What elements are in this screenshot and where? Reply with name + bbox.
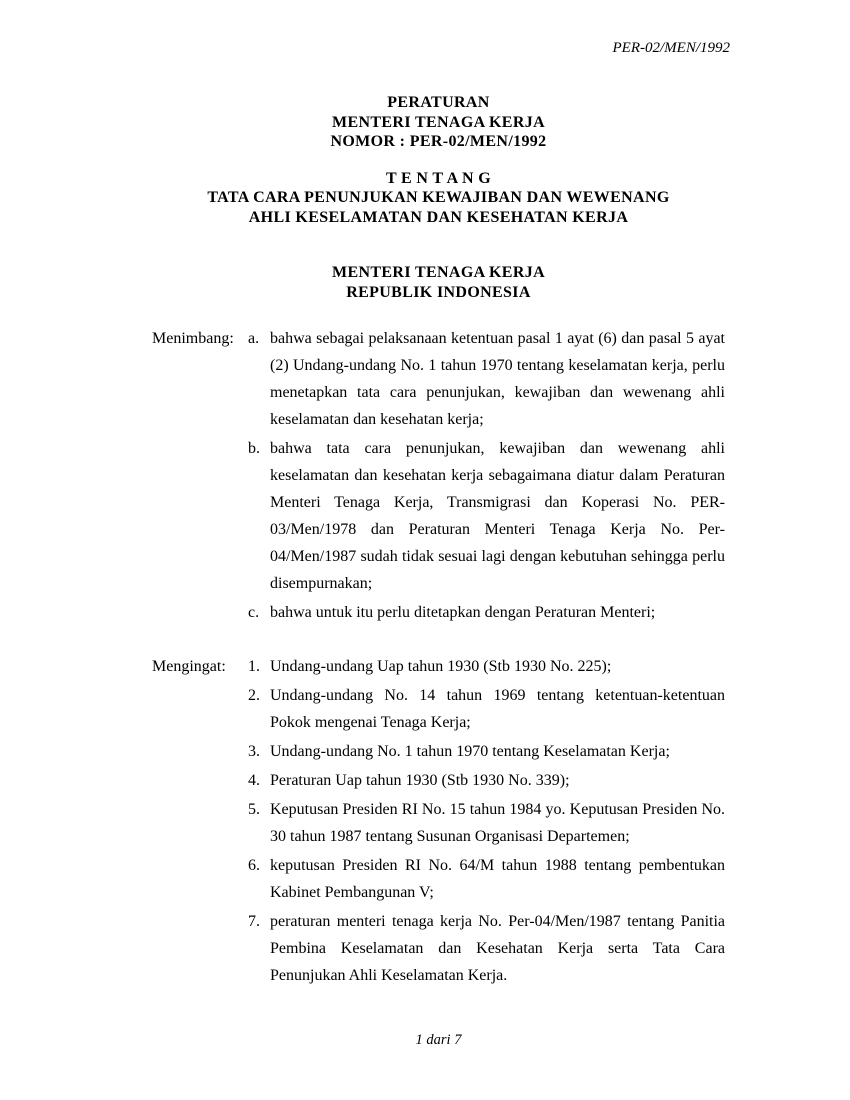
menimbang-label: Menimbang: xyxy=(152,330,234,347)
item-marker: c. xyxy=(248,604,260,621)
item-marker: b. xyxy=(248,440,260,457)
item-text: Undang-undang No. 14 tahun 1969 tentang ketentuan-ketentuan Pokok mengenai Tenaga Kerja; xyxy=(270,687,725,731)
issuer-line2: REPUBLIK INDONESIA xyxy=(346,283,531,301)
item-text: Undang-undang No. 1 tahun 1970 tentang Keselamatan Kerja; xyxy=(270,743,670,760)
document-subject-block xyxy=(152,169,725,228)
page-number: 1 dari 7 xyxy=(415,1032,462,1048)
menimbang-section xyxy=(152,325,725,626)
subject-line1: TATA CARA PENUNJUKAN KEWAJIBAN DAN WEWENANG xyxy=(207,189,670,206)
list-item xyxy=(248,796,725,850)
item-text: keputusan Presiden RI No. 64/M tahun 1988 tentang pembentukan Kabinet Pembangunan V; xyxy=(270,857,725,901)
list-item xyxy=(248,852,725,906)
list-item xyxy=(248,682,725,736)
item-marker: 1. xyxy=(248,658,260,675)
document-title-block xyxy=(152,93,725,152)
item-marker: 3. xyxy=(248,743,260,760)
item-text: bahwa tata cara penunjukan, kewajiban dan wewenang ahli keselamatan dan kesehatan kerja sebagaimana diatur dalam Peraturan Menteri Tenaga Kerja, Transmigrasi dan Koperasi No. PER-03/Men/1978 dan Peraturan Menteri Tenaga Kerja No. Per-04/Men/1987 sudah tidak sesuai lagi dengan kebutuhan sehingga perlu disempurnakan; xyxy=(270,440,725,592)
mengingat-label: Mengingat: xyxy=(152,658,226,675)
document-reference: PER-02/MEN/1992 xyxy=(612,40,730,56)
list-item xyxy=(248,653,725,680)
document-issuer-block xyxy=(152,263,725,302)
list-item xyxy=(248,908,725,989)
item-marker: 7. xyxy=(248,913,260,930)
item-text: Keputusan Presiden RI No. 15 tahun 1984 yo. Keputusan Presiden No. 30 tahun 1987 tentang Susunan Organisasi Departemen; xyxy=(270,801,725,845)
item-text: Undang-undang Uap tahun 1930 (Stb 1930 No. 225); xyxy=(270,658,612,675)
title-nomor: NOMOR : PER-02/MEN/1992 xyxy=(330,133,547,150)
menimbang-items xyxy=(248,325,725,626)
title-menteri: MENTERI TENAGA KERJA xyxy=(332,113,545,131)
item-text: peraturan menteri tenaga kerja No. Per-04/Men/1987 tentang Panitia Pembina Keselamatan dan Kesehatan Kerja serta Tata Cara Penunjukan Ahli Keselamatan Kerja. xyxy=(270,913,725,984)
item-text: bahwa untuk itu perlu ditetapkan dengan Peraturan Menteri; xyxy=(270,604,656,621)
subject-line2: AHLI KESELAMATAN DAN KESEHATAN KERJA xyxy=(248,208,629,226)
issuer-line1: MENTERI TENAGA KERJA xyxy=(332,264,545,281)
item-marker: 2. xyxy=(248,687,260,704)
list-item xyxy=(248,767,725,794)
subject-tentang: T E N T A N G xyxy=(385,169,492,187)
list-item xyxy=(248,325,725,433)
item-marker: 4. xyxy=(248,772,260,789)
list-item xyxy=(248,738,725,765)
item-text: bahwa sebagai pelaksanaan ketentuan pasal 1 ayat (6) dan pasal 5 ayat (2) Undang-undang No. 1 tahun 1970 tentang keselamatan kerja, perlu menetapkan tata cara penunjukan, kewajiban dan wewenang ahli keselamatan dan kesehatan kerja; xyxy=(270,330,725,428)
list-item xyxy=(248,435,725,597)
item-marker: a. xyxy=(248,330,260,347)
item-marker: 6. xyxy=(248,857,260,874)
list-item xyxy=(248,599,725,626)
title-peraturan: PERATURAN xyxy=(387,94,490,111)
document-content xyxy=(152,93,725,989)
item-text: Peraturan Uap tahun 1930 (Stb 1930 No. 339); xyxy=(270,772,570,789)
mengingat-items xyxy=(248,653,725,989)
mengingat-section xyxy=(152,653,725,989)
item-marker: 5. xyxy=(248,801,260,818)
